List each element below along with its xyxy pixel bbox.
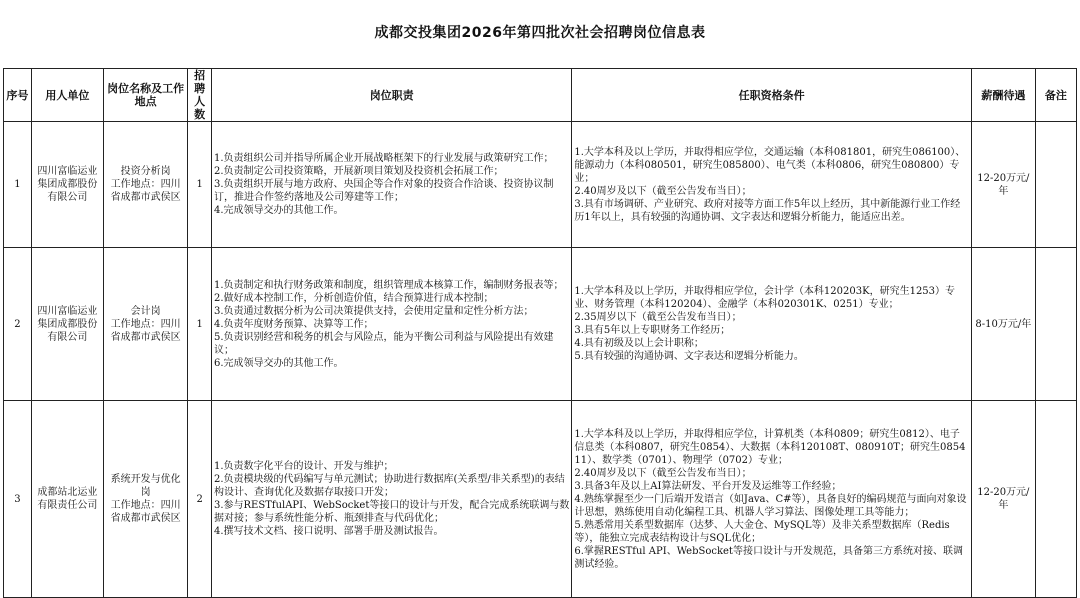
duty-item: 4.撰写技术文档、接口说明、部署手册及测试报告。: [213, 526, 444, 537]
duty-item: 2.做好成本控制工作，分析创造价值，结合预算进行成本控制；: [213, 292, 494, 304]
duty-item: 1.负责组织公司并指导所属企业开展战略框架下的行业发展与政策研究工作；: [213, 153, 554, 164]
header-seq: 序号: [4, 69, 32, 122]
row-requirements: [572, 401, 972, 598]
row-salary: 12-20万元/年: [971, 401, 1035, 598]
row-count: 2: [188, 401, 212, 598]
requirement-item: 6.掌握RESTful API、WebSocket等接口设计与开发规范，具备第三方系统对接、联调测试经验。: [574, 545, 963, 570]
row-requirements: [572, 122, 972, 248]
position-name: 会计岗: [130, 305, 161, 317]
header-duties: 岗位职责: [211, 69, 571, 122]
requirement-item: 5.具有较强的沟通协调、文字表达和逻辑分析能力。: [574, 351, 804, 362]
table-row: [4, 122, 1077, 248]
header-position: 岗位名称及工作地点: [103, 69, 187, 122]
requirement-item: 3.具备3年及以上AI算法研发、平台开发及运维等工作经验；: [574, 480, 842, 492]
table-row: [4, 248, 1077, 401]
header-row: [4, 69, 1077, 122]
row-unit: 四川富临运业集团成都股份有限公司: [31, 248, 103, 401]
row-salary: 8-10万元/年: [971, 248, 1035, 401]
row-requirements: [572, 248, 972, 401]
requirement-item: 4.熟练掌握至少一门后端开发语言（如Java、C#等），具备良好的编码规范与面向对象设计思想，熟练使用自动化编程工具、机器人学习算法、图像处理工具等能力；: [574, 493, 967, 518]
duty-item: 5.负责识别经营和税务的机会与风险点，能为平衡公司利益与风险提出有效建议；: [213, 331, 554, 356]
row-unit: 四川富临运业集团成都股份有限公司: [31, 122, 103, 248]
page-title: 成都交投集团2026年第四批次社会招聘岗位信息表: [374, 25, 706, 41]
duty-item: 4.完成领导交办的其他工作。: [213, 205, 344, 216]
row-duties: [211, 122, 571, 248]
header-unit: 用人单位: [31, 69, 103, 122]
position-name: 投资分析岗: [120, 166, 171, 177]
row-duties: [211, 248, 571, 401]
row-position: [103, 248, 187, 401]
requirement-item: 2.35周岁以下（截至公告发布当日）；: [574, 312, 742, 323]
row-count: 1: [188, 122, 212, 248]
requirement-item: 2.40周岁及以下（截至公告发布当日）；: [574, 185, 752, 197]
requirement-item: 5.熟悉常用关系型数据库（达梦、人大金仓、MySQL等）及非关系型数据库（Redis等），能独立完成表结构设计与SQL优化；: [574, 519, 950, 544]
duty-item: 3.负责通过数据分析为公司决策提供支持，会使用定量和定性分析方法；: [213, 305, 534, 317]
row-seq: 1: [4, 122, 32, 248]
duty-item: 3.负责组织开展与地方政府、央国企等合作对象的投资合作洽谈、投资协议制订，推进合作签约落地及公司筹建等工作；: [213, 179, 554, 203]
row-seq: 2: [4, 248, 32, 401]
requirement-item: 1.大学本科及以上学历，并取得相应学位，交通运输（本科081801，研究生086100）、能源动力（本科080501，研究生085800）、电气类（本科0806，研究生080800）专业；: [574, 146, 966, 184]
recruitment-table: [3, 68, 1077, 598]
requirement-item: 3.具有5年以上专职财务工作经历；: [574, 325, 731, 336]
row-position: [103, 401, 187, 598]
row-salary: 12-20万元/年: [971, 122, 1035, 248]
requirement-item: 1.大学本科及以上学历，并取得相应学位，会计学（本科120203K，研究生1253）专业、财务管理（本科120204）、金融学（本科020301K、0251）专业；: [574, 286, 956, 310]
row-seq: 3: [4, 401, 32, 598]
row-unit: 成都站北运业有限责任公司: [31, 401, 103, 598]
requirement-item: 4.具有初级及以上会计职称；: [574, 338, 704, 349]
row-remarks: [1035, 248, 1076, 401]
duty-item: 2.负责模块级的代码编写与单元测试；协助进行数据库(关系型/非关系型)的表结构设计、查询优化及数据存取接口开发；: [213, 474, 565, 498]
requirement-item: 2.40周岁及以下（截至公告发布当日）；: [574, 467, 752, 479]
table-row: [4, 401, 1077, 598]
duty-item: 3.参与RESTfulAPI、WebSocket等接口的设计与开发，配合完成系统联调与数据对接；参与系统性能分析、瓶颈排查与代码优化；: [213, 500, 570, 524]
row-duties: [211, 401, 571, 598]
requirement-item: 1.大学本科及以上学历，并取得相应学位，计算机类（本科0809；研究生0812）、电子信息类（本科0807，研究生0854）、大数据（本科120108T、080910T；研究生085411）、数学类（0701）、物理学（0702）专业；: [574, 428, 966, 466]
row-count: 1: [188, 248, 212, 401]
row-remarks: [1035, 122, 1076, 248]
row-position: [103, 122, 187, 248]
duty-item: 1.负责数字化平台的设计、开发与维护；: [213, 461, 394, 472]
row-remarks: [1035, 401, 1076, 598]
header-remarks: 备注: [1035, 69, 1076, 122]
duty-item: 6.完成领导交办的其他工作。: [213, 357, 344, 369]
workplace: 工作地点：四川省成都市武侯区: [110, 318, 181, 343]
header-count: 招聘人数: [188, 69, 212, 122]
header-requirements: 任职资格条件: [572, 69, 972, 122]
duty-item: 1.负责制定和执行财务政策和制度，组织管理成本核算工作，编制财务报表等；: [213, 279, 564, 291]
header-salary: 薪酬待遇: [971, 69, 1035, 122]
position-name: 系统开发与优化岗: [110, 474, 181, 498]
workplace: 工作地点：四川省成都市武侯区: [110, 179, 181, 203]
requirement-item: 3.具有市场调研、产业研究、政府对接等方面工作5年以上经历，其中新能源行业工作经历1年以上，具有较强的沟通协调、文字表达和逻辑分析能力，能适应出差。: [574, 198, 961, 223]
duty-item: 2.负责制定公司投资策略，开展新项目策划及投资机会拓展工作；: [213, 166, 504, 177]
workplace: 工作地点：四川省成都市武侯区: [110, 500, 181, 524]
duty-item: 4.负责年度财务预算、决算等工作；: [213, 318, 374, 330]
